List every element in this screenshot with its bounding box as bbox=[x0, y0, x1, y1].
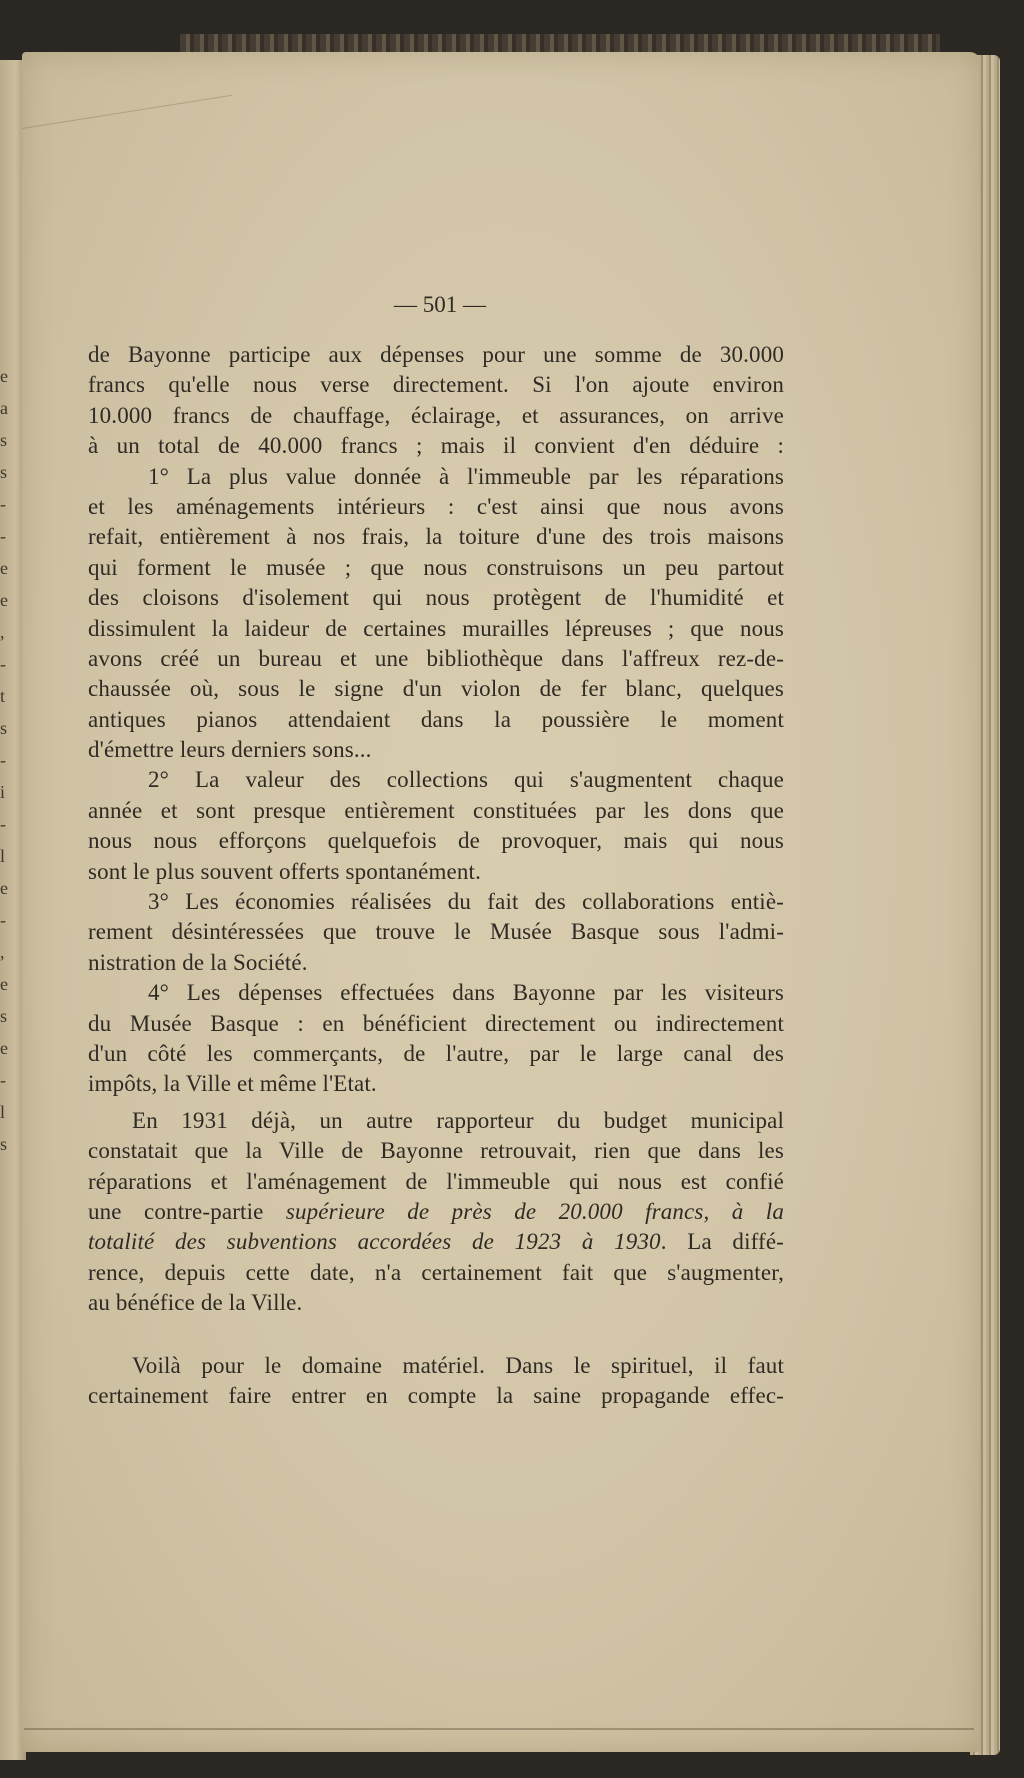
text-line: nistration de la Société. bbox=[88, 949, 308, 975]
text-line: sont le plus souvent offerts spontanément. bbox=[88, 858, 481, 884]
text-run: une contre-partie bbox=[88, 1198, 264, 1224]
text-line: 1° La plus value donnée à l'immeuble par les réparations bbox=[148, 463, 784, 489]
margin-fragment: e bbox=[0, 974, 8, 994]
margin-fragment: s bbox=[0, 1134, 8, 1154]
margin-fragment: e bbox=[0, 590, 8, 610]
text-line: chaussée où, sous le signe d'un violon de fer blanc, quelques bbox=[88, 676, 784, 702]
margin-fragment: e bbox=[0, 878, 8, 898]
paragraph-item-4 bbox=[88, 978, 784, 1100]
text-line: et les aménagements intérieurs : c'est ainsi que nous avons bbox=[88, 493, 784, 519]
text-line: nous nous efforçons quelquefois de provoquer, mais qui nous bbox=[88, 828, 784, 854]
text-line: d'émettre leurs derniers sons... bbox=[88, 737, 372, 763]
text-line: refait, entièrement à nos frais, la toiture d'une des trois maisons bbox=[88, 524, 784, 550]
text-line: qui forment le musée ; que nous construisons un peu partout bbox=[88, 554, 784, 580]
facing-page-margin bbox=[0, 360, 14, 1160]
margin-fragment: s bbox=[0, 462, 8, 482]
text-line: certainement faire entrer en compte la saine propagande effec- bbox=[88, 1382, 784, 1408]
text-line: 3° Les économies réalisées du fait des collaborations entiè- bbox=[148, 889, 784, 915]
text-run-italic: totalité des subventions accordées de 1923 à 1930 bbox=[88, 1229, 661, 1255]
margin-fragment: s bbox=[0, 1006, 8, 1026]
text-line-mixed bbox=[88, 1197, 784, 1227]
paragraph-voila bbox=[88, 1351, 784, 1412]
margin-fragment: e bbox=[0, 1038, 8, 1058]
page-text bbox=[88, 290, 784, 1411]
paragraph-item-2 bbox=[88, 765, 784, 887]
text-line: avons créé un bureau et une bibliothèque dans l'affreux rez-de- bbox=[88, 645, 784, 671]
margin-fragment: - bbox=[0, 910, 6, 930]
text-line: 2° La valeur des collections qui s'augmentent chaque bbox=[148, 767, 784, 793]
paragraph-intro bbox=[88, 340, 784, 462]
margin-fragment: - bbox=[0, 494, 6, 514]
margin-fragment: - bbox=[0, 1070, 6, 1090]
margin-fragment: s bbox=[0, 430, 8, 450]
margin-fragment: e bbox=[0, 366, 8, 386]
text-line: Voilà pour le domaine matériel. Dans le spirituel, il faut bbox=[132, 1352, 784, 1378]
paragraph-gap bbox=[88, 1319, 784, 1351]
text-line: En 1931 déjà, un autre rapporteur du budget municipal bbox=[132, 1107, 784, 1133]
text-line: antiques pianos attendaient dans la poussière le moment bbox=[88, 706, 784, 732]
text-line-mixed bbox=[88, 1227, 784, 1257]
text-line: 10.000 francs de chauffage, éclairage, et assurances, on arrive bbox=[88, 402, 784, 428]
margin-fragment: - bbox=[0, 654, 6, 674]
margin-fragment: - bbox=[0, 814, 6, 834]
text-line: dissimulent la laideur de certaines murailles lépreuses ; que nous bbox=[88, 615, 784, 641]
text-line: impôts, la Ville et même l'Etat. bbox=[88, 1071, 377, 1097]
text-line: d'un côté les commerçants, de l'autre, par le large canal des bbox=[88, 1040, 784, 1066]
text-line: au bénéfice de la Ville. bbox=[88, 1290, 303, 1316]
text-line: francs qu'elle nous verse directement. Si l'on ajoute environ bbox=[88, 372, 784, 398]
page-bottom-edge bbox=[24, 1728, 974, 1730]
margin-fragment: , bbox=[0, 942, 5, 962]
text-line: du Musée Basque : en bénéficient directement ou indirectement bbox=[88, 1010, 784, 1036]
margin-fragment: - bbox=[0, 526, 6, 546]
margin-fragment: t bbox=[0, 686, 6, 706]
margin-fragment: i bbox=[0, 782, 6, 802]
text-line: rement désintéressées que trouve le Musée Basque sous l'admi- bbox=[88, 919, 784, 945]
text-line: constatait que la Ville de Bayonne retrouvait, rien que dans les bbox=[88, 1138, 784, 1164]
text-line: année et sont presque entièrement constituées par les dons que bbox=[88, 797, 784, 823]
page-number: — 501 — bbox=[394, 292, 486, 317]
text-line: rence, depuis cette date, n'a certainement fait que s'augmenter, bbox=[88, 1259, 784, 1285]
paragraph-1931 bbox=[88, 1106, 784, 1319]
text-line: de Bayonne participe aux dépenses pour une somme de 30.000 bbox=[88, 342, 784, 367]
margin-fragment: l bbox=[0, 1102, 6, 1122]
margin-fragment: , bbox=[0, 622, 5, 642]
text-line: des cloisons d'isolement qui nous protègent de l'humidité et bbox=[88, 585, 784, 611]
text-run: . La diffé- bbox=[660, 1229, 784, 1255]
text-line: 4° Les dépenses effectuées dans Bayonne par les visiteurs bbox=[148, 980, 784, 1006]
text-run-italic: supérieure de près de 20.000 francs, à la bbox=[285, 1198, 784, 1224]
paragraph-item-1 bbox=[88, 462, 784, 766]
margin-fragment: l bbox=[0, 846, 6, 866]
text-line: réparations et l'aménagement de l'immeuble qui nous est confié bbox=[88, 1168, 784, 1194]
margin-fragment: s bbox=[0, 718, 8, 738]
margin-fragment: - bbox=[0, 750, 6, 770]
margin-fragment: e bbox=[0, 558, 8, 578]
text-line: à un total de 40.000 francs ; mais il convient d'en déduire : bbox=[88, 433, 784, 459]
paragraph-item-3 bbox=[88, 887, 784, 978]
margin-fragment: a bbox=[0, 398, 8, 418]
